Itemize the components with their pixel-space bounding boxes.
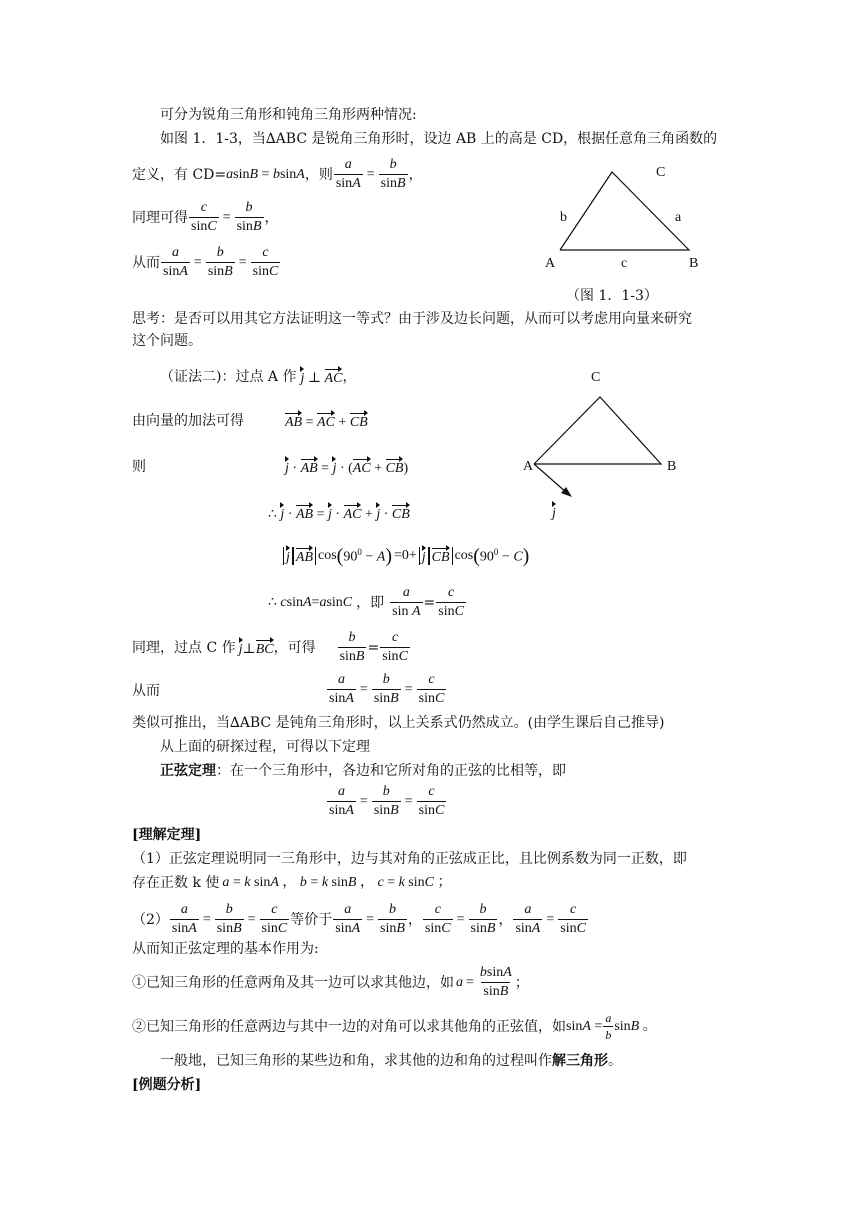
text: ，则	[304, 166, 333, 183]
text-line: （1）正弦定理说明同一三角形中，边与其对角的正弦成正比，且比例系数为同一正数，即	[132, 851, 687, 867]
text: ②已知三角形的任意两边与其中一边的对角可以求其他角的正弦值，如	[132, 1018, 566, 1035]
text: ，可得	[273, 639, 316, 656]
text-line: 这个问题。	[132, 333, 202, 349]
label-A: A	[545, 256, 556, 271]
fraction: $\frac{a}{\text{sin A}}$	[392, 585, 421, 619]
fraction: $\frac{b}{\sin B}$	[207, 245, 233, 279]
triangle-figure-2	[520, 380, 680, 520]
text-line: 思考：是否可以用其它方法证明这一等式？由于涉及边长问题，从而可以考虑用向量来研究	[132, 311, 692, 327]
text-line	[160, 1054, 622, 1068]
text: 一般地，已知三角形的某些边和角，求其他的边和角的过程叫作	[160, 1053, 552, 1069]
text-line: 由向量的加法可得	[132, 413, 244, 429]
formula: j · AB = j · (AC + CB)	[285, 458, 408, 476]
keyword: 解三角形	[552, 1053, 608, 1069]
fraction: $\frac{c}{\sin C}$	[424, 902, 451, 936]
formula-line: ∴ csinA=asinC ，即 $\frac{a}{\text{sin A}}$ = $\frac{c}{\sin C}$	[268, 585, 464, 619]
text: 存在正数 k 使	[132, 875, 220, 891]
fraction: $\frac{a}{\sin A}$	[163, 245, 188, 279]
fraction: $\frac{b}{\sin B}$	[373, 784, 399, 818]
formula: $\frac{a}{\sin A}$ = $\frac{b}{\sin B}$ = $\frac{c}{\sin C}$	[329, 672, 445, 706]
vector-j-label: j	[552, 503, 556, 521]
formula: ∴ j · AB = j · AC + j · CB	[268, 504, 410, 522]
formula-line: （2） $\frac{a}{\sin A}$ = $\frac{b}{\sin B}$ = $\frac{c}{\sin C}$ 等价于 $\frac{a}{\sin A}$ = $\frac{b}{\sin B}$ ， $\frac{c}{\sin C}$ = $\frac{b}{\sin B}$ ， $\frac{a}{\sin A}$ = $\frac{c}{\sin C}$	[132, 902, 586, 936]
label-c: c	[621, 256, 628, 271]
text: ①已知三角形的任意两角及其一边可以求其他边，如	[132, 974, 454, 991]
fraction: $\frac{a}{\sin A}$	[335, 157, 361, 191]
text-line: 如图 1．1-3，当∆ABC 是锐角三角形时，设边 AB 上的高是 CD，根据任意角三角函数的	[160, 131, 718, 147]
formula-line: 同理，过点 C 作 j⊥BC ，可得 $\frac{b}{\sin B}$ = $\frac{c}{\sin C}$	[132, 630, 408, 664]
formula: $\frac{a}{\sin A}$ = $\frac{b}{\sin B}$ = $\frac{c}{\sin C}$	[329, 784, 445, 818]
fraction: $\frac{a}{b}$	[605, 1011, 612, 1042]
fraction: $\frac{a}{\sin A}$	[171, 902, 197, 936]
label-b: b	[560, 210, 567, 225]
fraction: $\frac{c}{\sin C}$	[191, 200, 217, 234]
fraction: $\frac{c}{\sin C}$	[261, 902, 288, 936]
fraction: $\frac{c}{\sin C}$	[252, 245, 279, 279]
fraction: $\frac{c}{\sin C}$	[560, 902, 586, 936]
formula-line: 同理可得 $\frac{c}{\sin C}$ = $\frac{b}{\sin B}$ ，	[132, 200, 279, 234]
text: 从而	[132, 254, 160, 271]
fraction: $\frac{c}{\sin C}$	[418, 784, 445, 818]
fraction: $\frac{a}{\sin A}$	[335, 902, 361, 936]
text-line: 则	[132, 459, 146, 475]
label-A: A	[523, 459, 534, 474]
section-heading: [例题分析]	[132, 1077, 202, 1093]
formula-line: 定义，有 CD= asinB = bsinA ，则 $\frac{a}{\sin A}$ = $\frac{b}{\sin B}$ ，	[132, 157, 423, 191]
fraction: $\frac{c}{\sin C}$	[438, 585, 464, 619]
fraction: $\frac{b}{\sin B}$	[470, 902, 496, 936]
fraction: $\frac{b}{\sin B}$	[380, 157, 406, 191]
formula-line: ①已知三角形的任意两角及其一边可以求其他边，如 a = $\frac{bsinA}{\sin B}$ ；	[132, 965, 529, 999]
text: （2）	[132, 911, 169, 928]
text-line: 可分为锐角三角形和钝角三角形两种情况:	[160, 107, 417, 123]
fraction: $\frac{a}{\sin A}$	[329, 784, 354, 818]
text-line: 从而	[132, 683, 160, 699]
text-line: 从上面的研探过程，可得以下定理	[160, 739, 370, 755]
fraction: $\frac{bsinA}{\sin B}$	[479, 965, 512, 999]
text-line: 类似可推出，当∆ABC 是钝角三角形时，以上关系式仍然成立。(由学生课后自己推导)	[132, 715, 665, 731]
fraction: $\frac{b}{\sin B}$	[216, 902, 242, 936]
label-C: C	[656, 165, 666, 180]
label-a: a	[675, 210, 682, 225]
fraction: $\frac{b}{\sin B}$	[236, 200, 262, 234]
section-heading: [理解定理]	[132, 827, 202, 843]
text: （证法二)：过点 A 作	[160, 369, 297, 385]
text: 同理可得	[132, 209, 188, 226]
label-C: C	[591, 370, 601, 385]
text-line: 从而知正弦定理的基本作用为:	[132, 941, 319, 957]
fraction: $\frac{b}{\sin B}$	[339, 630, 365, 664]
formula-line: 存在正数 k 使 a = k sinA ， b = k sinB ， c = k sinC ；	[132, 875, 452, 891]
text: ，即	[356, 594, 385, 611]
triangle-figure-1	[540, 160, 720, 305]
fraction: $\frac{a}{\sin A}$	[515, 902, 541, 936]
formula-line: （证法二)：过点 A 作 j ⊥ AC ，	[160, 369, 357, 386]
law-line	[160, 764, 566, 778]
formula-line: 从而 $\frac{a}{\sin A}$ = $\frac{b}{\sin B}$ = $\frac{c}{\sin C}$	[132, 245, 279, 279]
text: 。	[608, 1053, 622, 1069]
fraction: $\frac{c}{\sin C}$	[382, 630, 408, 664]
fraction: $\frac{b}{\sin B}$	[380, 902, 405, 936]
formula: AB = AC + CB	[285, 412, 368, 430]
figure-caption: （图 1．1-3）	[566, 288, 658, 304]
formula-line: ②已知三角形的任意两边与其中一边的对角可以求其他角的正弦值，如 sinA = $\frac{a}{b}$ sinB 。	[132, 1011, 657, 1042]
fraction: $\frac{c}{\sin C}$	[418, 672, 445, 706]
text: 定义，有 CD=	[132, 166, 227, 183]
fraction: $\frac{b}{\sin B}$	[373, 672, 399, 706]
label-B: B	[689, 256, 699, 271]
text: 等价于	[290, 911, 333, 928]
law-title: 正弦定理	[160, 763, 216, 779]
fraction: $\frac{a}{\sin A}$	[329, 672, 354, 706]
label-B: B	[667, 459, 677, 474]
text: ：在一个三角形中，各边和它所对角的正弦的比相等，即	[216, 763, 566, 779]
text: 同理，过点 C 作	[132, 639, 236, 656]
formula: j AB cos ( $90^0 - A$ ) =0+ j CB cos ( $90^0 - C$ )	[283, 546, 529, 566]
